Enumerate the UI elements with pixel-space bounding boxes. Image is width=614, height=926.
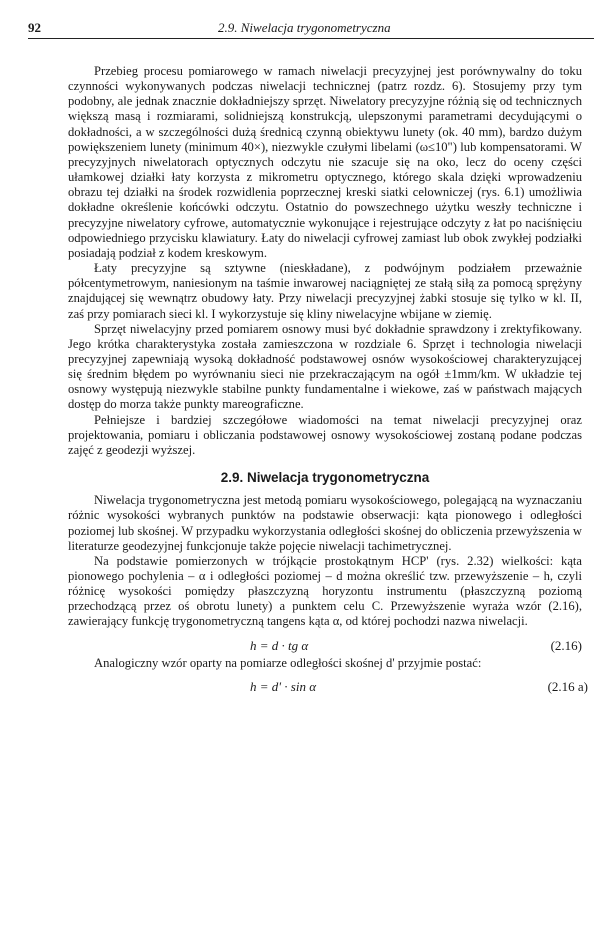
paragraph: Niwelacja trygonometryczna jest metodą pomiaru wysokościowego, polegającą na wyznaczaniu różnic wysokości wybranych punktów na podstawie obserwacji: kąta pionowego i odległości poziomej lub skośnej. W przypadku wykorzystania odległości skośnej do obliczenia przewyższenia w literaturze geodezyjnej funkcjonuje także pojęcie niwelacji tachimetrycznej. xyxy=(68,493,582,553)
formula-2-16 xyxy=(68,634,582,656)
formula-label: (2.16) xyxy=(550,637,582,653)
paragraph: Pełniejsze i bardziej szczegółowe wiadomości na temat niwelacji precyzyjnej oraz projektowania, pomiaru i obliczania podstawowej osnowy wysokościowej zostaną podane podczas zajęć z geodezji wyższej. xyxy=(68,412,582,457)
section-heading: 2.9. Niwelacja trygonometryczna xyxy=(220,470,430,486)
paragraph: Łaty precyzyjne są sztywne (nieskładane), z podwójnym podziałem przeważnie półcentymetrowym, naniesionym na taśmie inwarowej naciągniętej ze stałą siłą za pomocą sprężyny znajdującej się wewnątrz obudowy łaty. Przy niwelacji precyzyjnej żabki stosuje się tylko w kl. II, zaś przy pomiarach sieci kl. I wykorzystuje się kliny niwelacyjne wbijane w ziemię. xyxy=(68,261,582,321)
paragraph: Sprzęt niwelacyjny przed pomiarem osnowy musi być dokładnie sprawdzony i zrektyfikowany. Jego krótka charakterystyka została zamieszczona w rozdziale 6. Sprzęt i technologia niwelacji precyzyjnej zapewniają wysoką dokładność podstawowej osnów wysokościowej charakteryzującej się średnim błędem po wyrównaniu sieci nie przekraczającym na ogół ±1mm/km. W układzie tej osnowy występują niezwykle stabilne punkty fundamentalne i wiekowe, zaś w państwach mających dostęp do morza także punkty mareograficzne. xyxy=(68,321,582,412)
formula-2-16a xyxy=(68,675,588,697)
page-header xyxy=(28,18,594,39)
formula-label: (2.16 a) xyxy=(547,678,588,694)
formula-expression: h = d' · sin α xyxy=(250,678,317,694)
paragraph: Przebieg procesu pomiarowego w ramach niwelacji precyzyjnej jest porównywalny do toku czynności wykonywanych podczas niwelacji technicznej (patrz rozdz. 6). Stosujemy przy tym podobny, ale jednak znacznie dokładniejszy sprzęt. Niwelatory precyzyjne różnią się od technicznych większą masą i rozmiarami, solidniejszą konstrukcją, ulepszonymi parametrami decydującymi o dokładności, a w szczególności dużą średnicą czynną obiektywu lunety (ok. 40 mm), bardzo dużym powiększeniem lunety (minimum 40×), niezwykle czułymi libelami (ω≤10") lub kompensatorami. W precyzyjnych niwelatorach optycznych odczytu nie szacuje się na oko, lecz do oceny części ułamkowej działki łaty korzysta z mikrometru optycznego, którego skala dzięki wprowadzeniu obrazu tej działki na środek rozwidlenia poprzecznej kreski siatki celowniczej (rys. 6.1) umożliwia dokładne określenie końcówki odczytu. Ostatnio do powszechnego użytku weszły techniczne i precyzyjne niwelatory cyfrowe, automatycznie wykonujące i rejestrujące odczyty z łat po naciśnięciu odpowiedniego przycisku klawiatury. Łaty do niwelacji cyfrowej zamiast lub obok zwykłej podziałki posiadają podział z kodem kreskowym. xyxy=(68,64,582,260)
formula-expression: h = d · tg α xyxy=(250,637,309,653)
page-body xyxy=(68,64,588,697)
paragraph: Na podstawie pomierzonych w trójkącie prostokątnym HCP' (rys. 2.32) wielkości: kąta pionowego pochylenia – α i odległości poziomej – d można określić tzw. przewyższenie – h, czyli różnicę wysokości pomiędzy płaszczyzną horyzontu instrumentu (płaszczyzną poziomą przechodzącą przez oś obrotu lunety) a punktem celu C. Przewyższenie wyraża wzór (2.16), zawierający funkcję trygonometryczną tangens kąta α, od której pochodzi nazwa niwelacji. xyxy=(68,553,582,629)
running-title: 2.9. Niwelacja trygonometryczna xyxy=(218,20,391,35)
paragraph: Analogiczny wzór oparty na pomiarze odległości skośnej d' przyjmie postać: xyxy=(94,655,482,670)
page-number: 92 xyxy=(28,20,41,35)
